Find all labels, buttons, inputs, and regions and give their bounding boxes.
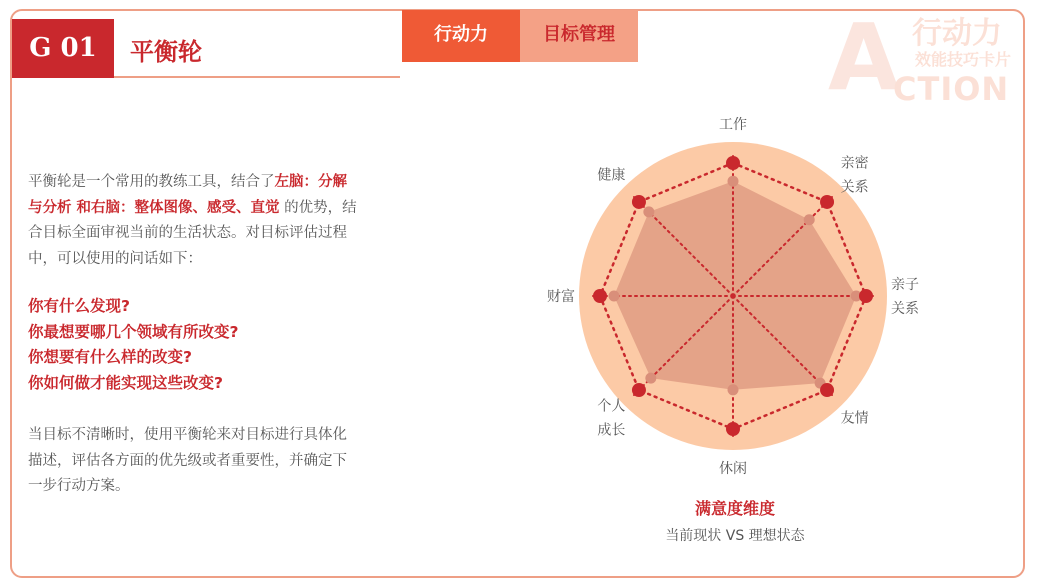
dimension-label: 财富 [547, 289, 575, 305]
question-item: 你如何做才能实现这些改变? [28, 373, 223, 392]
intro-highlight: 左脑：分解与分析 和右脑：整体图像、感受、直觉 [28, 174, 347, 216]
wheel-caption-subtitle: 当前现状 VS 理想状态 [665, 528, 805, 544]
card-code-badge: G 01 [12, 19, 114, 78]
current-state-dot [609, 291, 620, 302]
ideal-state-dot [820, 383, 834, 397]
watermark-title: 行动力 [912, 16, 1002, 51]
dimension-label: 亲子 [891, 277, 919, 293]
intro-text-1: 平衡轮是一个常用的教练工具，结合了 [28, 174, 275, 190]
tab-action[interactable]: 行动力 [402, 10, 520, 62]
dimension-label: 工作 [719, 117, 747, 133]
page-title: 平衡轮 [130, 38, 202, 66]
question-item: 你有什么发现? [28, 297, 130, 315]
question-item: 你最想要哪几个领域有所改变? [28, 322, 239, 341]
ideal-state-dot [593, 289, 607, 303]
ideal-state-dot [820, 195, 834, 209]
current-state-dot [804, 214, 815, 225]
dimension-label: 成长 [597, 422, 626, 439]
current-state-dot [645, 373, 656, 384]
ideal-state-dot [726, 156, 740, 170]
watermark-word: CTION [893, 70, 1010, 108]
dimension-label: 友情 [840, 410, 869, 427]
ideal-state-dot [632, 383, 646, 397]
tab-goal-management[interactable]: 目标管理 [520, 10, 638, 62]
watermark-big-letter: A [828, 4, 900, 111]
dimension-label: 个人 [597, 398, 626, 415]
wheel-caption-title: 满意度维度 [694, 499, 775, 518]
ideal-state-dot [632, 195, 646, 209]
current-state-dot [728, 384, 739, 395]
dimension-label: 关系 [840, 179, 869, 196]
question-item: 你想要有什么样的改变? [28, 348, 192, 366]
dimension-label: 休闲 [719, 461, 747, 477]
dimension-label: 亲密 [840, 155, 869, 172]
dimension-label: 健康 [597, 167, 626, 184]
current-state-dot [728, 176, 739, 187]
ideal-state-dot [726, 422, 740, 436]
intro-text-2: 的优势，结合目标全面审视当前的生活状态。对目标评估过程中，可以使用的问话如下： [28, 199, 357, 267]
ideal-state-dot [859, 289, 873, 303]
dimension-label: 关系 [891, 301, 919, 317]
closing-paragraph: 当目标不清晰时，使用平衡轮来对目标进行具体化描述，评估各方面的优先级或者重要性，并确定下一步行动方案。 [28, 427, 347, 494]
current-state-dot [643, 206, 654, 217]
watermark-subtitle: 效能技巧卡片 [915, 50, 1012, 69]
